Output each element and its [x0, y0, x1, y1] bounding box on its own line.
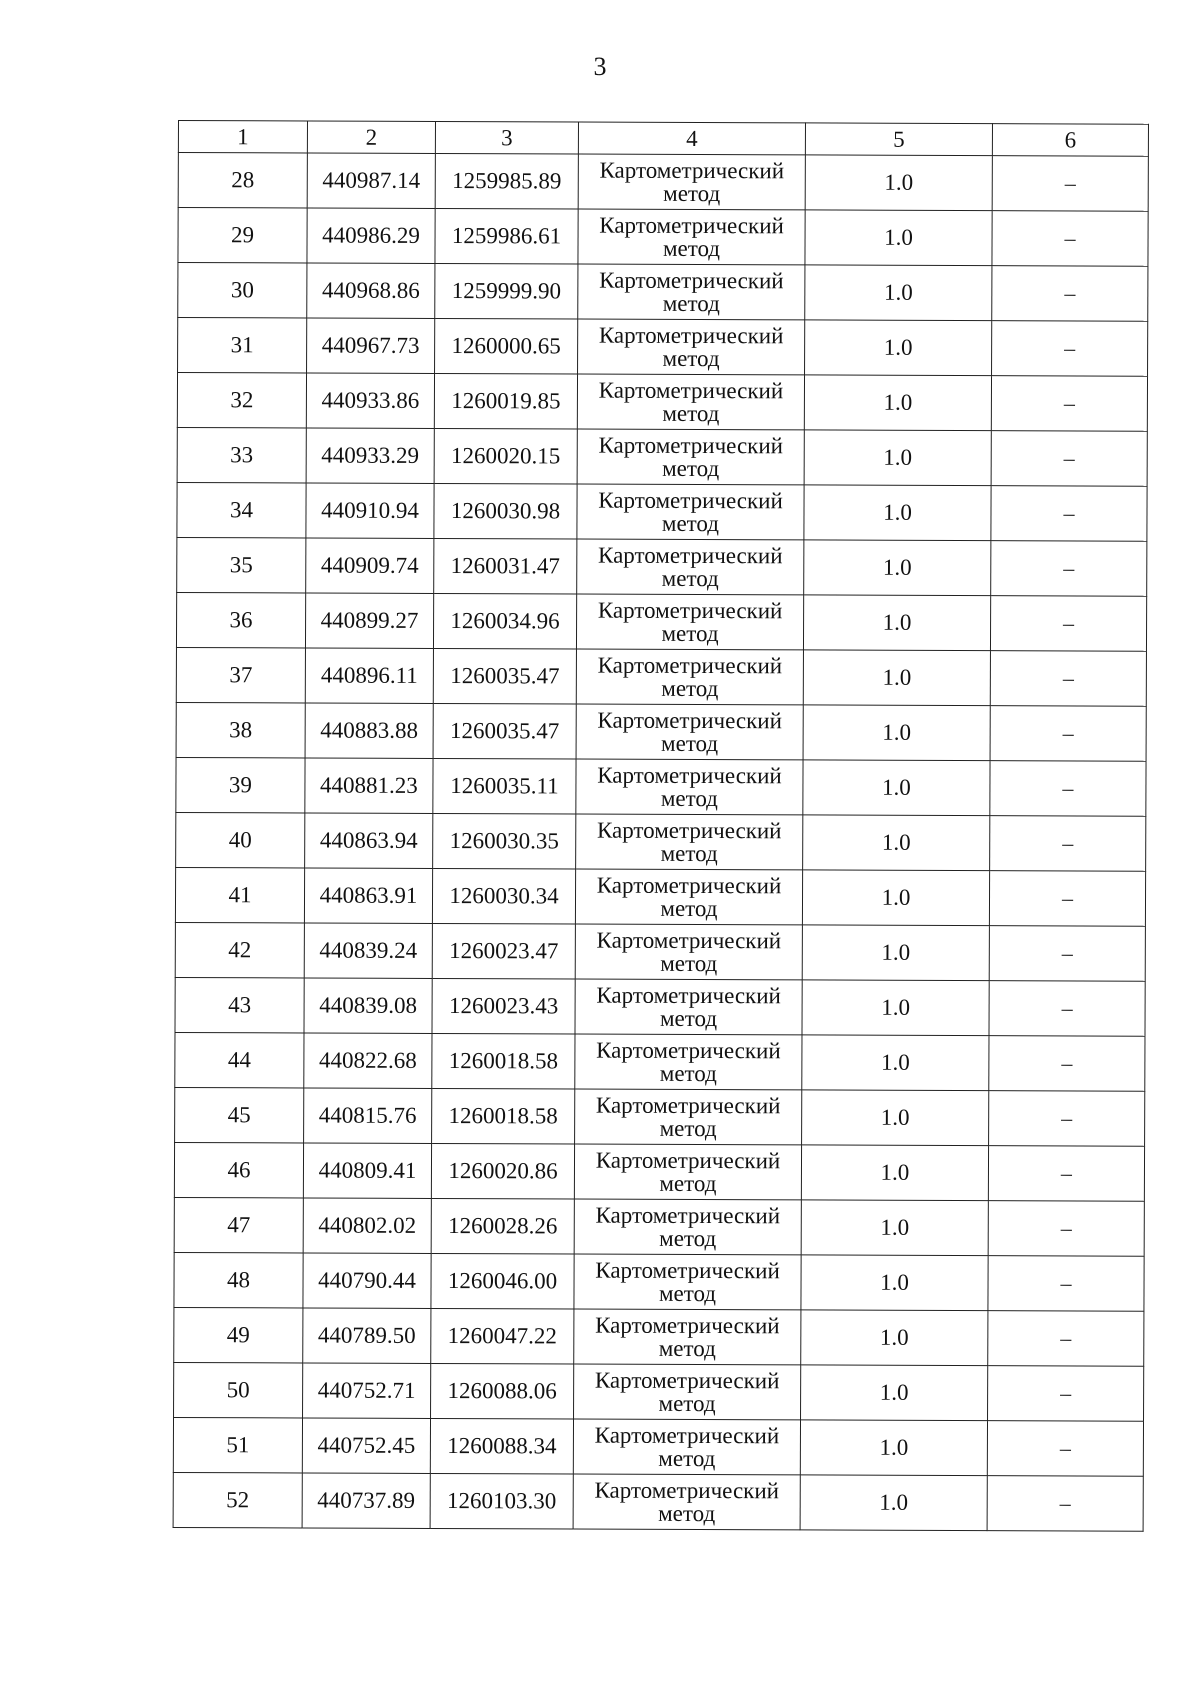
- accuracy-cell: 1.0: [805, 155, 992, 211]
- y-coordinate-cell: 1260088.34: [430, 1418, 573, 1474]
- accuracy-cell: 1.0: [802, 980, 989, 1036]
- x-coordinate-cell: 440822.68: [304, 1033, 432, 1088]
- method-line-2: метод: [660, 840, 718, 867]
- table-row: [177, 537, 1147, 596]
- method-cell: [574, 1254, 801, 1310]
- y-coordinate-cell: 1259986.61: [435, 208, 578, 264]
- method-line-2: метод: [662, 235, 721, 262]
- note-cell: –: [988, 1256, 1144, 1312]
- method-cell: [578, 154, 805, 210]
- point-number-cell: 38: [176, 702, 305, 757]
- method-line-1: Картометрический: [597, 762, 782, 789]
- method-line-2: метод: [660, 950, 718, 977]
- table-row: [174, 1362, 1144, 1421]
- method-cell: [577, 374, 804, 430]
- point-number-cell: 51: [173, 1417, 302, 1472]
- accuracy-cell: 1.0: [800, 1420, 987, 1476]
- header-cell-2: 2: [307, 121, 435, 153]
- y-coordinate-cell: 1260046.00: [431, 1253, 574, 1309]
- method-line-1: Картометрический: [595, 1092, 781, 1119]
- accuracy-cell: 1.0: [800, 1475, 987, 1531]
- table-row: [176, 812, 1146, 871]
- method-cell: [577, 429, 804, 485]
- point-number-cell: 39: [176, 757, 305, 812]
- header-cell-5: 5: [805, 123, 992, 156]
- x-coordinate-cell: 440752.45: [302, 1418, 430, 1473]
- method-cell: [578, 264, 805, 320]
- note-cell: –: [991, 376, 1147, 432]
- method-line-1: Картометрический: [597, 652, 783, 679]
- note-cell: –: [991, 541, 1147, 597]
- accuracy-cell: 1.0: [801, 1310, 988, 1366]
- note-cell: –: [992, 266, 1148, 322]
- y-coordinate-cell: 1260019.85: [434, 373, 577, 429]
- point-number-cell: 47: [174, 1197, 303, 1252]
- method-line-2: метод: [661, 620, 719, 647]
- method-cell: [578, 319, 805, 375]
- method-line-1: Картометрический: [596, 1037, 781, 1064]
- y-coordinate-cell: 1260028.26: [431, 1198, 574, 1254]
- y-coordinate-cell: 1260030.98: [434, 483, 577, 539]
- method-line-1: Картометрический: [598, 377, 784, 404]
- method-cell: [577, 539, 804, 595]
- accuracy-cell: 1.0: [801, 1365, 988, 1421]
- x-coordinate-cell: 440933.29: [306, 428, 434, 483]
- table-row: [175, 977, 1145, 1036]
- method-line-2: метод: [658, 1390, 716, 1417]
- x-coordinate-cell: 440881.23: [305, 758, 433, 813]
- note-cell: –: [992, 211, 1148, 267]
- table-row: [178, 153, 1148, 212]
- point-number-cell: 48: [174, 1252, 303, 1307]
- table-row: [175, 867, 1145, 926]
- method-line-2: метод: [662, 290, 720, 317]
- note-cell: –: [990, 761, 1146, 817]
- y-coordinate-cell: 1260020.86: [431, 1143, 574, 1199]
- y-coordinate-cell: 1260103.30: [430, 1473, 573, 1529]
- y-coordinate-cell: 1259985.89: [435, 153, 578, 209]
- table-row: [174, 1197, 1144, 1256]
- note-cell: –: [988, 1366, 1144, 1422]
- method-line-2: метод: [659, 1005, 718, 1032]
- table-row: [173, 1472, 1143, 1531]
- accuracy-cell: 1.0: [802, 925, 989, 981]
- accuracy-cell: 1.0: [805, 320, 992, 376]
- accuracy-cell: 1.0: [801, 1255, 988, 1311]
- method-line-1: Картометрический: [594, 1422, 780, 1449]
- accuracy-cell: 1.0: [801, 1145, 988, 1201]
- method-cell: [574, 1144, 801, 1200]
- method-line-2: метод: [663, 180, 721, 207]
- method-cell: [576, 814, 803, 870]
- y-coordinate-cell: 1260030.34: [432, 868, 575, 924]
- method-line-1: Картометрический: [594, 1477, 780, 1504]
- note-cell: –: [990, 651, 1146, 707]
- method-line-2: метод: [659, 1060, 717, 1087]
- note-cell: –: [987, 1476, 1143, 1532]
- accuracy-cell: 1.0: [805, 210, 992, 266]
- y-coordinate-cell: 1260035.47: [433, 703, 576, 759]
- method-line-1: Картометрический: [598, 487, 783, 514]
- y-coordinate-cell: 1260023.43: [432, 978, 575, 1034]
- table-body: [173, 121, 1148, 1532]
- accuracy-cell: 1.0: [804, 375, 991, 431]
- note-cell: –: [989, 871, 1145, 927]
- y-coordinate-cell: 1260035.11: [433, 758, 576, 814]
- x-coordinate-cell: 440987.14: [307, 153, 435, 208]
- note-cell: –: [988, 1146, 1144, 1202]
- point-number-cell: 36: [176, 592, 305, 647]
- note-cell: –: [989, 1036, 1145, 1092]
- note-cell: –: [990, 596, 1146, 652]
- accuracy-cell: 1.0: [803, 595, 990, 651]
- page-number: 3: [593, 52, 607, 81]
- note-cell: –: [991, 486, 1147, 542]
- y-coordinate-cell: 1260031.47: [434, 538, 577, 594]
- method-line-1: Картометрический: [596, 927, 782, 954]
- table-row: [174, 1307, 1144, 1366]
- y-coordinate-cell: 1260088.06: [431, 1363, 574, 1419]
- y-coordinate-cell: 1260030.35: [433, 813, 576, 869]
- accuracy-cell: 1.0: [802, 870, 989, 926]
- note-cell: –: [989, 1091, 1145, 1147]
- method-cell: [575, 1034, 802, 1090]
- point-number-cell: 50: [174, 1362, 303, 1417]
- method-line-1: Картометрический: [595, 1147, 781, 1174]
- y-coordinate-cell: 1260018.58: [432, 1033, 575, 1089]
- method-line-1: Картометрический: [594, 1367, 780, 1394]
- method-line-2: метод: [661, 675, 719, 702]
- table-row: [174, 1252, 1144, 1311]
- x-coordinate-cell: 440839.24: [304, 923, 432, 978]
- note-cell: –: [990, 706, 1146, 762]
- note-cell: –: [992, 156, 1148, 212]
- header-cell-4: 4: [578, 122, 805, 155]
- table-row: [176, 757, 1146, 816]
- method-cell: [575, 924, 802, 980]
- note-cell: –: [988, 1311, 1144, 1367]
- method-line-2: метод: [661, 510, 720, 537]
- x-coordinate-cell: 440899.27: [305, 593, 433, 648]
- method-line-1: Картометрический: [598, 542, 783, 569]
- header-cell-3: 3: [435, 121, 578, 154]
- point-number-cell: 32: [177, 373, 306, 428]
- x-coordinate-cell: 440863.91: [304, 868, 432, 923]
- x-coordinate-cell: 440752.71: [303, 1363, 431, 1418]
- table-row: [178, 263, 1148, 322]
- x-coordinate-cell: 440790.44: [303, 1253, 431, 1308]
- method-line-1: Картометрический: [598, 432, 784, 459]
- table-row: [173, 1417, 1143, 1476]
- point-number-cell: 30: [178, 263, 307, 318]
- method-cell: [576, 759, 803, 815]
- method-cell: [576, 704, 803, 760]
- note-cell: –: [988, 1201, 1144, 1257]
- accuracy-cell: 1.0: [802, 1090, 989, 1146]
- point-number-cell: 40: [176, 812, 305, 867]
- method-cell: [575, 1089, 802, 1145]
- point-number-cell: 43: [175, 977, 304, 1032]
- x-coordinate-cell: 440802.02: [303, 1198, 431, 1253]
- x-coordinate-cell: 440909.74: [306, 538, 434, 593]
- method-line-2: метод: [658, 1280, 717, 1307]
- table-row: [174, 1142, 1144, 1201]
- method-line-2: метод: [659, 1170, 717, 1197]
- note-cell: –: [989, 926, 1145, 982]
- method-line-2: метод: [658, 1335, 716, 1362]
- accuracy-cell: 1.0: [804, 485, 991, 541]
- note-cell: –: [992, 321, 1148, 377]
- x-coordinate-cell: 440737.89: [302, 1473, 430, 1528]
- method-line-2: метод: [661, 565, 719, 592]
- accuracy-cell: 1.0: [803, 815, 990, 871]
- accuracy-cell: 1.0: [804, 540, 991, 596]
- x-coordinate-cell: 440910.94: [306, 483, 434, 538]
- point-number-cell: 33: [177, 427, 306, 482]
- x-coordinate-cell: 440896.11: [305, 648, 433, 703]
- table-header-row: [178, 121, 1148, 157]
- note-cell: –: [990, 816, 1146, 872]
- table-row: [177, 373, 1147, 432]
- x-coordinate-cell: 440815.76: [304, 1088, 432, 1143]
- y-coordinate-cell: 1260047.22: [431, 1308, 574, 1364]
- table-row: [177, 427, 1147, 486]
- method-line-2: метод: [660, 895, 718, 922]
- x-coordinate-cell: 440968.86: [307, 263, 435, 318]
- accuracy-cell: 1.0: [803, 760, 990, 816]
- method-line-1: Картометрический: [595, 1312, 780, 1339]
- y-coordinate-cell: 1260034.96: [433, 593, 576, 649]
- coordinates-table: [173, 120, 1149, 1532]
- method-line-1: Картометрический: [595, 1257, 780, 1284]
- method-cell: [576, 649, 803, 705]
- y-coordinate-cell: 1259999.90: [435, 263, 578, 319]
- y-coordinate-cell: 1260035.47: [433, 648, 576, 704]
- table-row: [178, 318, 1148, 377]
- y-coordinate-cell: 1260023.47: [432, 923, 575, 979]
- table-row: [176, 647, 1146, 706]
- method-cell: [575, 979, 802, 1035]
- x-coordinate-cell: 440839.08: [304, 978, 432, 1033]
- point-number-cell: 46: [174, 1142, 303, 1197]
- note-cell: –: [989, 981, 1145, 1037]
- note-cell: –: [991, 431, 1147, 487]
- point-number-cell: 35: [177, 537, 306, 592]
- y-coordinate-cell: 1260000.65: [435, 318, 578, 374]
- header-cell-6: 6: [992, 124, 1148, 157]
- method-line-1: Картометрический: [597, 707, 782, 734]
- method-cell: [575, 869, 802, 925]
- accuracy-cell: 1.0: [803, 650, 990, 706]
- point-number-cell: 49: [174, 1307, 303, 1362]
- table-row: [177, 482, 1147, 541]
- method-line-2: метод: [662, 400, 720, 427]
- method-cell: [578, 209, 805, 265]
- x-coordinate-cell: 440986.29: [307, 208, 435, 263]
- point-number-cell: 45: [175, 1087, 304, 1142]
- table-row: [176, 592, 1146, 651]
- y-coordinate-cell: 1260020.15: [434, 428, 577, 484]
- point-number-cell: 29: [178, 208, 307, 263]
- point-number-cell: 28: [178, 153, 307, 208]
- x-coordinate-cell: 440863.94: [305, 813, 433, 868]
- point-number-cell: 42: [175, 922, 304, 977]
- table-row: [175, 1032, 1145, 1091]
- accuracy-cell: 1.0: [804, 430, 991, 486]
- method-line-1: Картометрический: [599, 212, 784, 239]
- method-line-2: метод: [659, 1225, 717, 1252]
- table-row: [175, 922, 1145, 981]
- table-row: [178, 208, 1148, 267]
- method-cell: [577, 484, 804, 540]
- point-number-cell: 52: [173, 1472, 302, 1527]
- x-coordinate-cell: 440933.86: [306, 373, 434, 428]
- method-line-2: метод: [662, 345, 720, 372]
- y-coordinate-cell: 1260018.58: [432, 1088, 575, 1144]
- method-line-2: метод: [658, 1445, 716, 1472]
- method-line-2: метод: [660, 785, 718, 812]
- method-cell: [574, 1309, 801, 1365]
- method-line-1: Картометрический: [595, 1202, 781, 1229]
- accuracy-cell: 1.0: [801, 1200, 988, 1256]
- note-cell: –: [987, 1421, 1143, 1477]
- x-coordinate-cell: 440809.41: [303, 1143, 431, 1198]
- accuracy-cell: 1.0: [802, 1035, 989, 1091]
- x-coordinate-cell: 440789.50: [303, 1308, 431, 1363]
- method-line-1: Картометрический: [596, 817, 782, 844]
- point-number-cell: 34: [177, 482, 306, 537]
- method-line-1: Картометрический: [598, 322, 784, 349]
- accuracy-cell: 1.0: [805, 265, 992, 321]
- x-coordinate-cell: 440883.88: [305, 703, 433, 758]
- method-line-1: Картометрический: [596, 872, 782, 899]
- method-cell: [573, 1419, 800, 1475]
- method-line-2: метод: [662, 455, 720, 482]
- method-line-2: метод: [658, 1500, 716, 1527]
- method-line-1: Картометрический: [599, 267, 784, 294]
- method-line-2: метод: [661, 730, 719, 757]
- method-cell: [576, 594, 803, 650]
- point-number-cell: 31: [178, 318, 307, 373]
- table-row: [175, 1087, 1145, 1146]
- point-number-cell: 44: [175, 1032, 304, 1087]
- method-cell: [573, 1474, 800, 1530]
- method-line-2: метод: [659, 1115, 717, 1142]
- point-number-cell: 41: [175, 867, 304, 922]
- accuracy-cell: 1.0: [803, 705, 990, 761]
- method-cell: [574, 1364, 801, 1420]
- method-cell: [574, 1199, 801, 1255]
- table-row: [176, 702, 1146, 761]
- point-number-cell: 37: [176, 647, 305, 702]
- method-line-1: Картометрический: [597, 597, 783, 624]
- method-line-1: Картометрический: [599, 157, 785, 184]
- header-cell-1: 1: [178, 121, 307, 153]
- x-coordinate-cell: 440967.73: [307, 318, 435, 373]
- method-line-1: Картометрический: [596, 982, 781, 1009]
